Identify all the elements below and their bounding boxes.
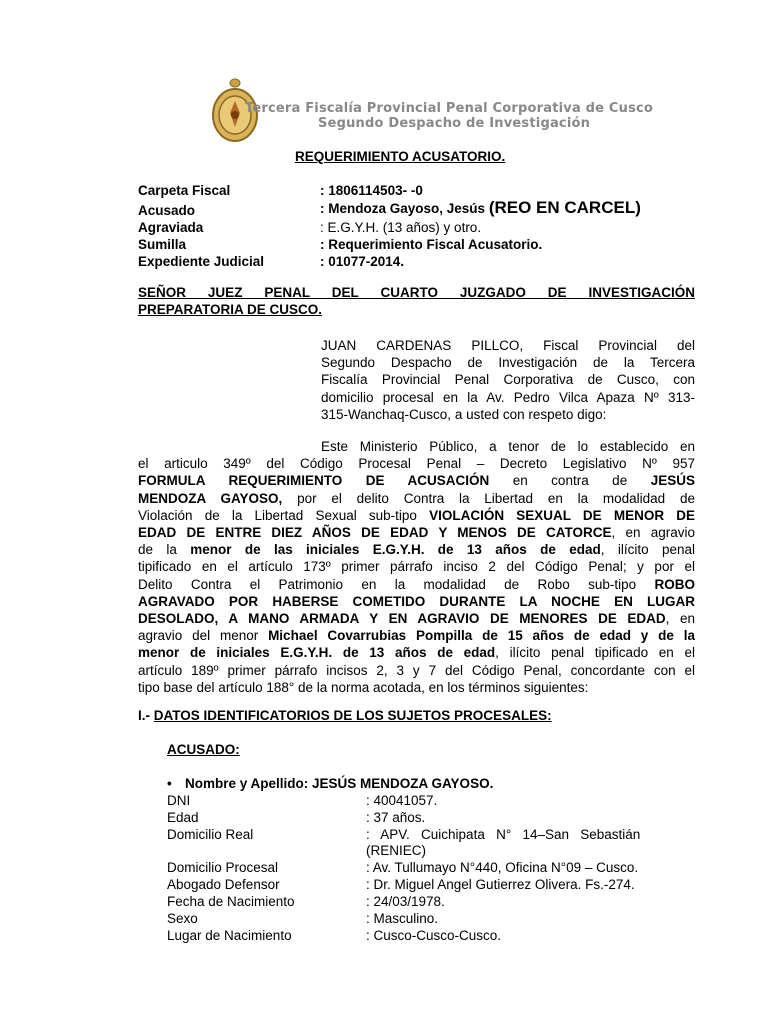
data-row-abogado — [167, 877, 695, 894]
intro-line: Segundo Despacho de Investigación de la Tercera — [321, 355, 695, 371]
carpeta-value: : 1806114503- -0 — [320, 183, 423, 198]
section-heading — [138, 708, 552, 723]
acusado-status-tag: (REO EN CARCEL) — [488, 198, 641, 217]
data-row-edad — [167, 810, 695, 827]
sumilla-value: : Requerimiento Fiscal Acusatorio. — [320, 237, 543, 252]
body-line: tipificado en el artículo 173º primer párrafo inciso 2 del Código Penal; y por el — [138, 559, 695, 575]
acusado-label: Acusado — [138, 203, 196, 218]
body-line: DESOLADO, A MANO ARMADA Y EN AGRAVIO DE MENORES DE EDAD, en — [138, 611, 695, 627]
data-row-domicilio-real — [167, 827, 695, 844]
header-line-2: Segundo Despacho de Investigación — [318, 116, 591, 131]
agraviada-value: : E.G.Y.H. (13 años) y otro. — [320, 220, 482, 235]
body-line: EDAD DE ENTRE DIEZ AÑOS DE EDAD Y MENOS DE CATORCE, en agravio — [138, 525, 696, 541]
row-value-cont: (RENIEC) — [366, 843, 426, 858]
carpeta-label: Carpeta Fiscal — [138, 183, 231, 198]
data-row-lugar-nacimiento — [167, 928, 695, 945]
agraviada-label: Agraviada — [138, 220, 204, 235]
row-label: Sexo — [167, 911, 198, 926]
addressee-line-1: SEÑOR JUEZ PENAL DEL CUARTO JUZGADO DE INVESTIGACIÓN — [138, 285, 695, 300]
row-label: DNI — [167, 793, 191, 808]
addressee-line-2: PREPARATORIA DE CUSCO. — [138, 302, 323, 318]
body-line: Delito Contra el Patrimonio en la modalidad de Robo sub-tipo ROBO — [138, 576, 695, 592]
body-line: agravio del menor Michael Covarrubias Pompilla de 15 años de edad y de la — [138, 628, 695, 644]
row-label: Domicilio Procesal — [167, 860, 279, 875]
body-line: menor de iniciales E.G.Y.H. de 13 años de edad, ilícito penal tipificado en el — [138, 645, 695, 661]
intro-line: 315-Wanchaq-Cusco, a usted con respeto digo: — [321, 406, 607, 422]
document-title: REQUERIMIENTO ACUSATORIO. — [295, 149, 506, 164]
intro-line: domicilio procesal en la Av. Pedro Vilca Apaza Nº 313- — [321, 389, 695, 405]
body-line: MENDOZA GAYOSO, por el delito Contra la Libertad en la modalidad de — [138, 490, 695, 506]
body-line: de la menor de las iniciales E.G.Y.H. de 13 años de edad, ilícito penal — [138, 542, 695, 558]
section-title: DATOS IDENTIFICATORIOS DE LOS SUJETOS PROCESALES: — [153, 708, 552, 723]
body-line: FORMULA REQUERIMIENTO DE ACUSACIÓN en contra de JESÚS — [138, 473, 695, 489]
data-row-dni — [167, 793, 695, 810]
body-line: AGRAVADO POR HABERSE COMETIDO DURANTE LA NOCHE EN LUGAR — [138, 593, 695, 609]
intro-line: Fiscalía Provincial Penal Corporativa de Cusco, con — [321, 372, 695, 388]
row-value: : Dr. Miguel Angel Gutierrez Olivera. Fs.-274. — [366, 877, 635, 892]
acusado-value — [320, 199, 641, 217]
row-value: : 37 años. — [366, 810, 426, 825]
row-label: Abogado Defensor — [167, 877, 280, 892]
name-label: Nombre y Apellido: — [185, 776, 309, 791]
body-line: Este Ministerio Público, a tenor de lo establecido en — [321, 439, 695, 454]
body-paragraph — [138, 438, 695, 696]
expediente-label: Expediente Judicial — [138, 254, 265, 269]
header-line-1: Tercera Fiscalía Provincial Penal Corporativa de Cusco — [245, 101, 654, 116]
bullet-icon: • — [167, 776, 172, 791]
body-line: el articulo 349º del Código Procesal Penal – Decreto Legislativo Nº 957 — [138, 456, 695, 472]
row-label: Fecha de Nacimiento — [167, 894, 295, 909]
row-value: : 24/03/1978. — [366, 894, 445, 909]
row-value: : APV. Cuichipata N° 14–San Sebastián — [366, 827, 641, 842]
acusado-name: : Mendoza Gayoso, Jesús — [320, 201, 486, 216]
row-label: Domicilio Real — [167, 827, 254, 842]
addressee — [138, 284, 695, 318]
row-value: : 40041057. — [366, 793, 438, 808]
accused-name-line — [167, 776, 493, 791]
intro-line: JUAN CARDENAS PILLCO, Fiscal Provincial del — [321, 338, 695, 353]
acusado-subheading: ACUSADO: — [167, 742, 240, 757]
name-value: JESÚS MENDOZA GAYOSO. — [312, 776, 494, 791]
body-line: tipo base del artículo 188° de la norma acotada, en los términos siguientes: — [138, 679, 589, 695]
row-value: : Av. Tullumayo N°440, Oficina N°09 – Cusco. — [366, 860, 639, 875]
row-value: : Masculino. — [366, 911, 439, 926]
row-value: : Cusco-Cusco-Cusco. — [366, 928, 502, 943]
sumilla-label: Sumilla — [138, 237, 187, 252]
data-row-domicilio-procesal — [167, 860, 695, 877]
section-number: I.- — [138, 708, 150, 723]
intro-paragraph — [321, 337, 695, 423]
data-row-domicilio-real-cont — [366, 843, 426, 860]
body-line: Violación de la Libertad Sexual sub-tipo VIOLACIÓN SEXUAL DE MENOR DE — [138, 507, 695, 523]
body-line: artículo 189º primer párrafo incisos 2, 3 y 7 del Código Penal, concordante con el — [138, 662, 695, 678]
row-label: Lugar de Nacimiento — [167, 928, 292, 943]
data-row-fecha-nacimiento — [167, 894, 695, 911]
data-row-sexo — [167, 911, 695, 928]
expediente-value: : 01077-2014. — [320, 254, 405, 269]
row-label: Edad — [167, 810, 199, 825]
